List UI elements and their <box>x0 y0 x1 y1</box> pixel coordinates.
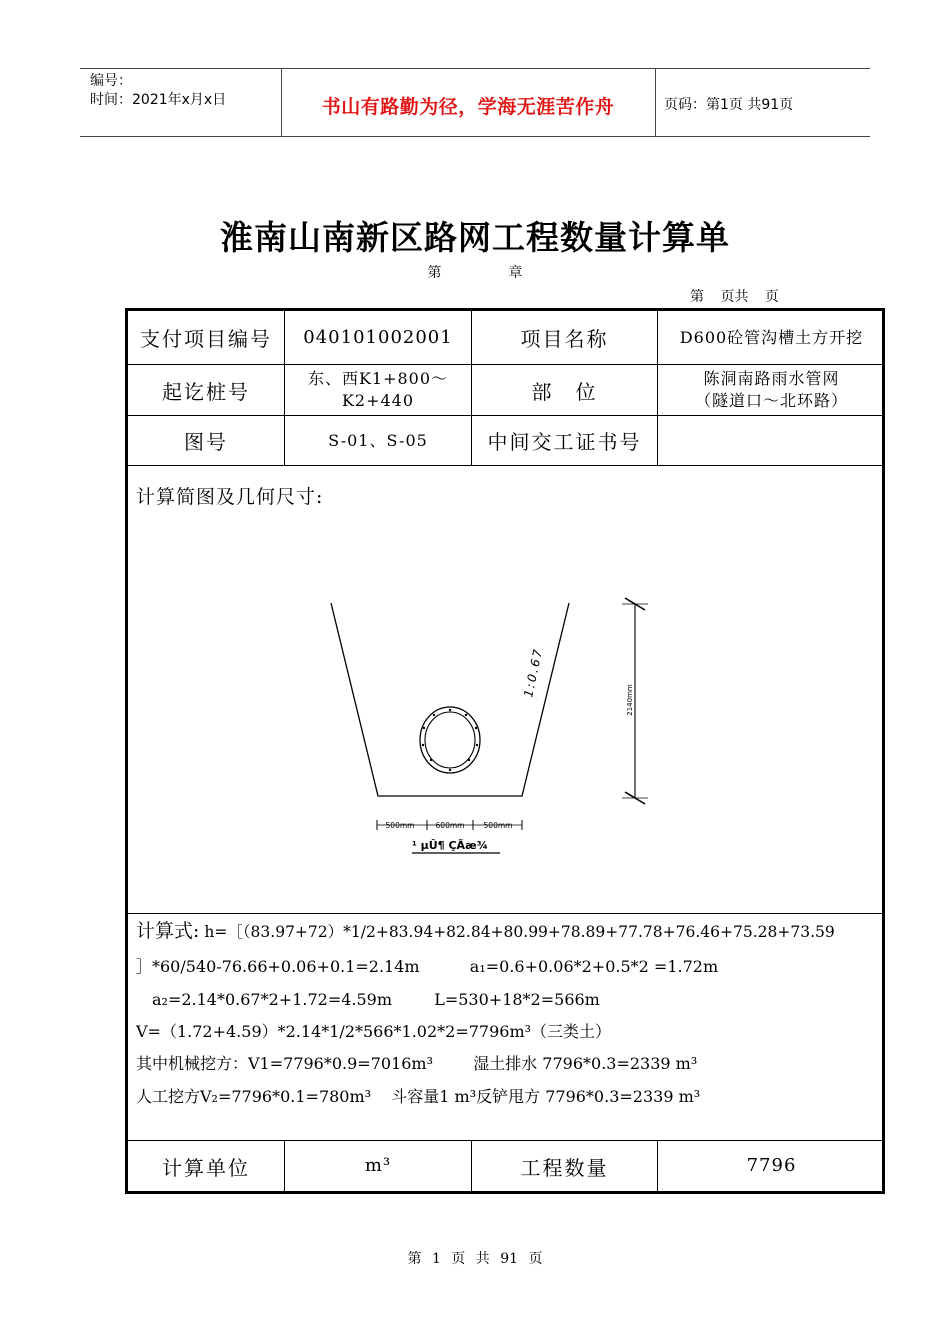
station-range-line-2: K2+440 <box>341 391 415 410</box>
calc-lead-label: 计算式: <box>136 920 200 942</box>
calc-a2: a₂=2.14*0.67*2+1.72=4.59m <box>152 990 393 1009</box>
calc-line-1 <box>136 921 835 942</box>
chapter-prefix: 第 <box>427 265 442 281</box>
value-calc-unit: m³ <box>364 1155 392 1176</box>
sketch-caption: ¹ µÛ¶ ÇÃæ¾ <box>411 839 489 852</box>
label-interim-certificate: 中间交工证书号 <box>487 430 642 454</box>
calc-line-4 <box>136 1022 611 1042</box>
pipe-inner-ring <box>425 712 475 768</box>
calc-line-3 <box>152 990 600 1010</box>
label-location: 部 位 <box>531 379 598 404</box>
width-left-label: 500mm <box>385 821 415 830</box>
calc-dewatering: 湿土排水 7796*0.3=2339 m³ <box>473 1054 698 1073</box>
document-title: 淮南山南新区路网工程数量计算单 <box>220 218 730 257</box>
calc-manual-excavation: 人工挖方V₂=7796*0.1=780m³ <box>136 1087 372 1106</box>
trench-cross-section-diagram <box>300 590 680 860</box>
chapter-line <box>0 262 950 282</box>
value-project-name: D600砼管沟槽土方开挖 <box>679 327 864 347</box>
calc-backhoe-cast: 斗容量1 m³反铲甩方 7796*0.3=2339 m³ <box>391 1087 701 1106</box>
trench-outline <box>331 603 569 796</box>
label-project-name: 项目名称 <box>520 327 609 351</box>
header-time: 时间：2021年x月x日 <box>90 92 227 108</box>
label-drawing-number: 图号 <box>184 430 228 454</box>
sketch-section-label: 计算简图及几何尺寸: <box>136 486 324 508</box>
value-drawing-number: S-01、S-05 <box>328 430 428 450</box>
chapter-suffix: 章 <box>508 265 523 281</box>
page-info: 第 页共 页 <box>690 289 779 305</box>
calc-line-5 <box>136 1054 697 1074</box>
label-calc-unit: 计算单位 <box>162 1155 250 1180</box>
pipe-outer-ring <box>420 707 480 773</box>
header-divider-right <box>655 68 656 136</box>
location-line-2: （隧道口～北环路） <box>694 391 848 410</box>
width-right-label: 500mm <box>483 821 513 830</box>
station-range-line-1: 东、西K1+800～ <box>307 369 449 388</box>
calc-h-result: ］*60/540-76.66+0.06+0.1=2.14m <box>136 957 420 976</box>
calc-length: L=530+18*2=566m <box>434 990 600 1009</box>
label-payment-item-code: 支付项目编号 <box>140 327 272 351</box>
calc-line-2 <box>136 957 718 977</box>
header-page-number: 页码：第1页 共91页 <box>664 97 794 113</box>
row-divider-4 <box>128 913 885 914</box>
value-work-quantity: 7796 <box>746 1155 797 1176</box>
header-top-rule <box>80 68 870 69</box>
depth-label: 2140mm <box>626 684 634 716</box>
header-meta <box>90 72 226 110</box>
row-divider-3 <box>128 465 885 466</box>
header-motto: 书山有路勤为径，学海无涯苦作舟 <box>321 96 615 118</box>
slope-label: 1:0.67 <box>521 646 546 699</box>
location-line-1: 陈洞南路雨水管网 <box>703 369 840 388</box>
value-station-range <box>285 365 471 415</box>
pipe-rebar-dots <box>422 709 478 771</box>
calc-mechanical-excavation: 其中机械挖方：V1=7796*0.9=7016m³ <box>136 1054 434 1073</box>
footer-page-number: 第 1 页 共 91 页 <box>407 1251 543 1267</box>
label-station-range: 起讫桩号 <box>162 379 250 404</box>
label-work-quantity: 工程数量 <box>520 1155 609 1180</box>
header-bottom-rule <box>80 136 870 137</box>
calc-h-formula: h=［（83.97+72）*1/2+83.94+82.84+80.99+78.89+77.78+76.46+75.28+73.59 <box>199 923 835 941</box>
header-number: 编号： <box>90 73 132 89</box>
calc-a1: a₁=0.6+0.06*2+0.5*2 =1.72m <box>469 957 719 976</box>
value-payment-item-code: 040101002001 <box>303 326 453 348</box>
width-mid-label: 600mm <box>435 821 465 830</box>
calc-line-6 <box>136 1087 700 1107</box>
value-interim-certificate <box>658 416 885 465</box>
calc-volume: V=（1.72+4.59）*2.14*1/2*566*1.02*2=7796m³（三类土） <box>136 1022 612 1041</box>
value-location <box>658 365 885 415</box>
